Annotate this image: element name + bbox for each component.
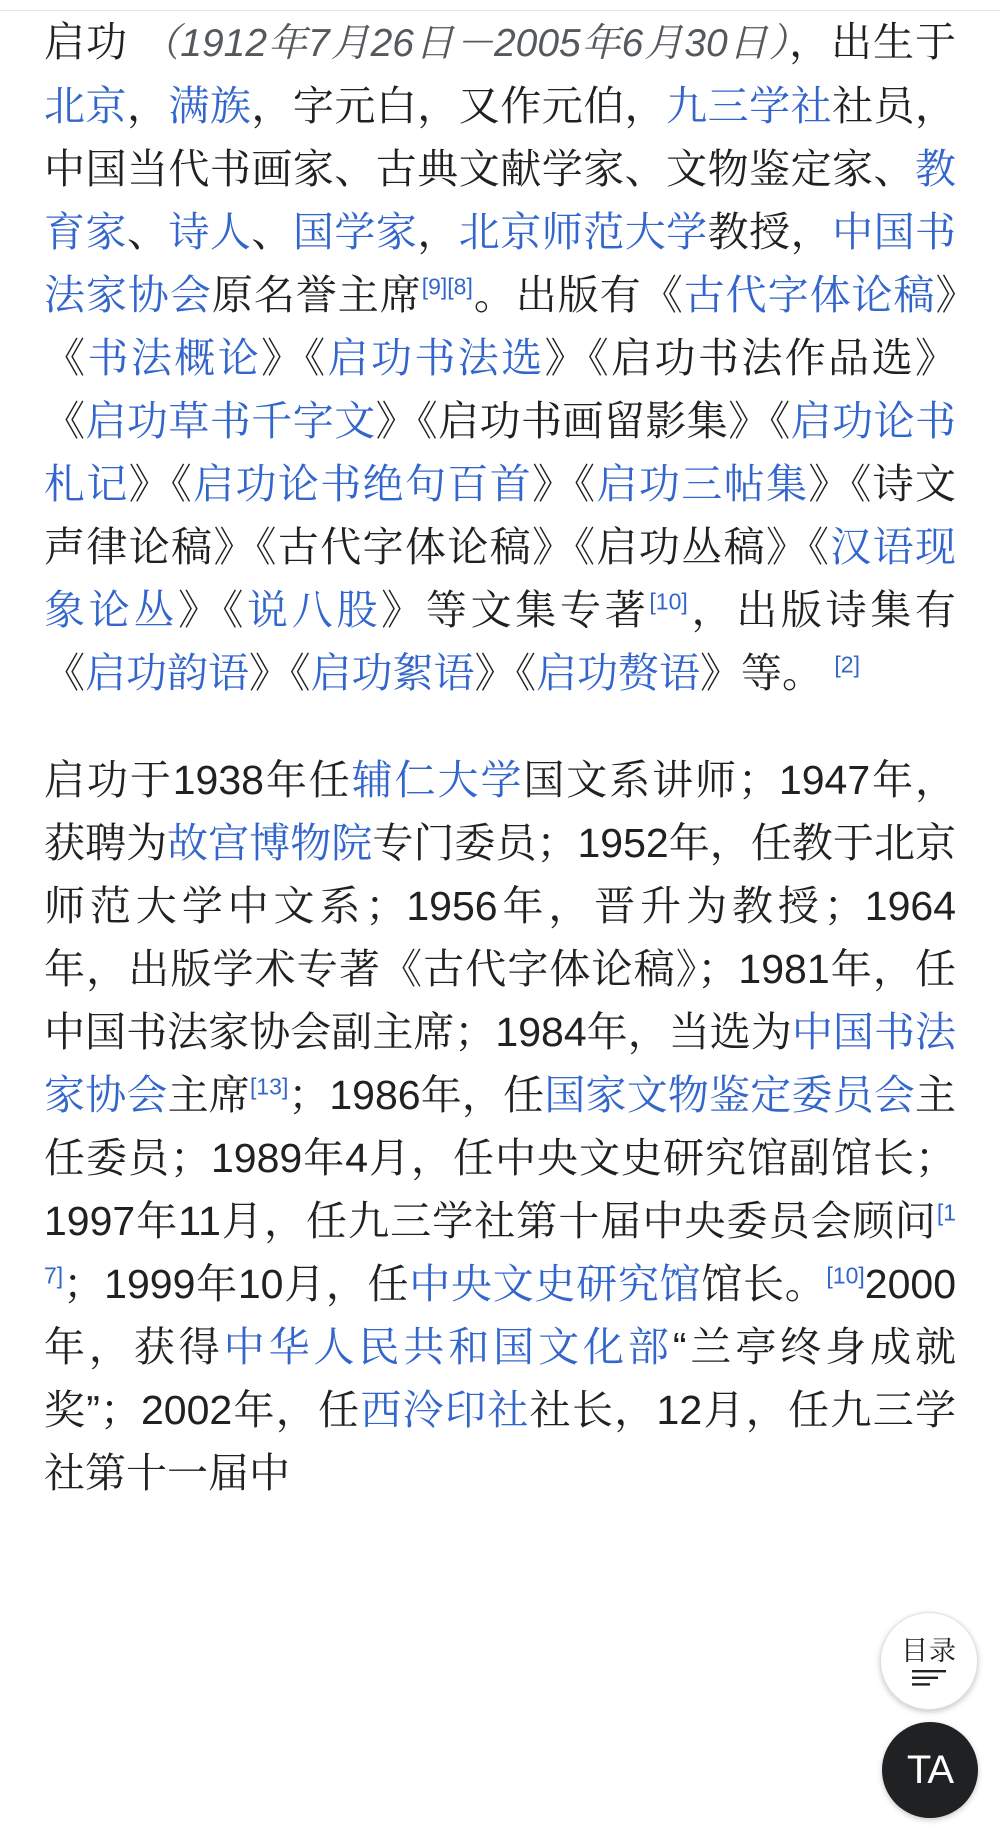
body-text: 。出版有《 bbox=[472, 272, 684, 318]
reference-marker[interactable]: [9][8] bbox=[421, 273, 473, 300]
wiki-link[interactable]: 启功论书绝句百首 bbox=[193, 461, 533, 507]
reference-marker[interactable]: [10] bbox=[826, 1262, 865, 1289]
body-text: ，字元白，又作元伯， bbox=[251, 83, 667, 129]
reference-marker[interactable]: [17] bbox=[44, 1199, 956, 1289]
body-text: 》《 bbox=[128, 461, 194, 507]
body-text: ；1999年10月，任 bbox=[63, 1261, 410, 1307]
body-text: 原名誉主席 bbox=[211, 272, 422, 318]
body-text: 2000年，获得 bbox=[44, 1261, 956, 1370]
body-text: 》《启功书法作品选》《 bbox=[44, 335, 957, 444]
body-text: 社员，中国当代书画家、古典文献学家、文物鉴定家、 bbox=[44, 83, 957, 192]
toc-icon bbox=[912, 1670, 946, 1686]
body-text: 专门委员；1952年，任教于北京师范大学中文系；1956年，晋升为教授；1964年，出版学术专著《古代字体论稿》；1981年，任中国书法家协会副主席；1984年，当选为 bbox=[44, 820, 957, 1055]
body-text: 馆长。 bbox=[701, 1261, 827, 1307]
body-text: 教授， bbox=[707, 209, 833, 255]
body-text: 》等文集专著 bbox=[381, 587, 650, 633]
body-text: ，出生于 bbox=[789, 19, 956, 65]
wiki-link[interactable]: 书法概论 bbox=[87, 335, 262, 381]
body-text: 》《 bbox=[178, 587, 248, 633]
wiki-link[interactable]: 中央文史研究馆 bbox=[409, 1261, 702, 1307]
reference-marker[interactable]: [2] bbox=[834, 651, 860, 678]
paragraph-career bbox=[44, 749, 956, 1505]
body-text: 、 bbox=[126, 209, 169, 255]
body-text: 启功 bbox=[44, 19, 141, 65]
wiki-link[interactable]: 汉语现象论丛 bbox=[44, 524, 957, 633]
body-text: 国文系讲师；1947年，获聘为 bbox=[44, 757, 956, 866]
body-text: 》《 bbox=[261, 335, 328, 381]
body-text: ；1986年，任 bbox=[288, 1072, 545, 1118]
body-text: ， bbox=[417, 209, 459, 255]
wiki-link[interactable]: 启功絮语 bbox=[310, 650, 475, 696]
body-text: 》《 bbox=[474, 650, 536, 696]
body-text: “兰亭终身成就奖”；2002年，任 bbox=[44, 1324, 956, 1433]
article-content bbox=[0, 11, 1000, 1505]
text-size-icon: TA bbox=[906, 1747, 954, 1792]
wiki-link[interactable]: 教育家 bbox=[44, 146, 956, 255]
body-text: 》《 bbox=[44, 272, 956, 381]
wiki-link[interactable]: 国学家 bbox=[292, 209, 418, 255]
toc-label: 目录 bbox=[901, 1636, 957, 1666]
wiki-link[interactable]: 诗人 bbox=[168, 209, 252, 255]
body-text: 》《诗文声律论稿》《古代字体论稿》《启功丛稿》《 bbox=[44, 461, 957, 570]
wiki-link[interactable]: 中华人民共和国文化部 bbox=[223, 1324, 673, 1370]
wiki-link[interactable]: 启功赘语 bbox=[536, 650, 700, 696]
wiki-link[interactable]: 国家文物鉴定委员会 bbox=[544, 1072, 916, 1118]
table-of-contents-button[interactable] bbox=[880, 1612, 978, 1710]
wiki-link[interactable]: 中国书法家协会 bbox=[44, 1009, 956, 1118]
body-text: 》《 bbox=[249, 650, 311, 696]
body-text: 、 bbox=[251, 209, 293, 255]
body-text: 》等。 bbox=[700, 650, 835, 696]
wiki-link[interactable]: 西泠印社 bbox=[360, 1387, 530, 1433]
body-text: 社长，12月，任九三学社第十一届中 bbox=[44, 1387, 957, 1496]
wiki-link[interactable]: 启功书法选 bbox=[327, 335, 545, 381]
reference-marker[interactable]: [13] bbox=[249, 1073, 289, 1100]
wiki-link[interactable]: 九三学社 bbox=[666, 83, 833, 129]
wiki-link[interactable]: 中国书法家协会 bbox=[44, 209, 957, 318]
wiki-link[interactable]: 满族 bbox=[168, 83, 252, 129]
wiki-link[interactable]: 启功三帖集 bbox=[596, 461, 809, 507]
wiki-link[interactable]: 故宫博物院 bbox=[167, 820, 373, 866]
wiki-link[interactable]: 启功韵语 bbox=[85, 650, 249, 696]
body-text: ， bbox=[126, 83, 169, 129]
wiki-link[interactable]: 古代字体论稿 bbox=[683, 272, 936, 318]
life-dates: （1912年7月26日－2005年6月30日） bbox=[140, 22, 790, 65]
text-settings-button[interactable] bbox=[882, 1722, 978, 1818]
body-text: 主任委员；1989年4月，任中央文史研究馆副馆长；1997年11月，任九三学社第十届中央委员会顾问 bbox=[44, 1072, 957, 1244]
top-bar bbox=[0, 0, 1000, 11]
wiki-link[interactable]: 北京师范大学 bbox=[458, 209, 708, 255]
body-text: ，出版诗集有《 bbox=[44, 587, 957, 696]
reference-marker[interactable]: [10] bbox=[649, 588, 688, 615]
wiki-link[interactable]: 启功论书札记 bbox=[44, 398, 957, 507]
body-text: 主席 bbox=[167, 1072, 250, 1118]
wiki-link[interactable]: 北京 bbox=[44, 83, 127, 129]
wiki-link[interactable]: 说八股 bbox=[247, 587, 382, 633]
wiki-link[interactable]: 启功草书千字文 bbox=[85, 398, 376, 444]
paragraph-lead bbox=[44, 11, 956, 705]
body-text: 启功于1938年任 bbox=[44, 757, 352, 803]
body-text: 》《启功书画留影集》《 bbox=[375, 398, 791, 444]
wiki-link[interactable]: 辅仁大学 bbox=[351, 757, 524, 803]
body-text: 》《 bbox=[532, 461, 597, 507]
